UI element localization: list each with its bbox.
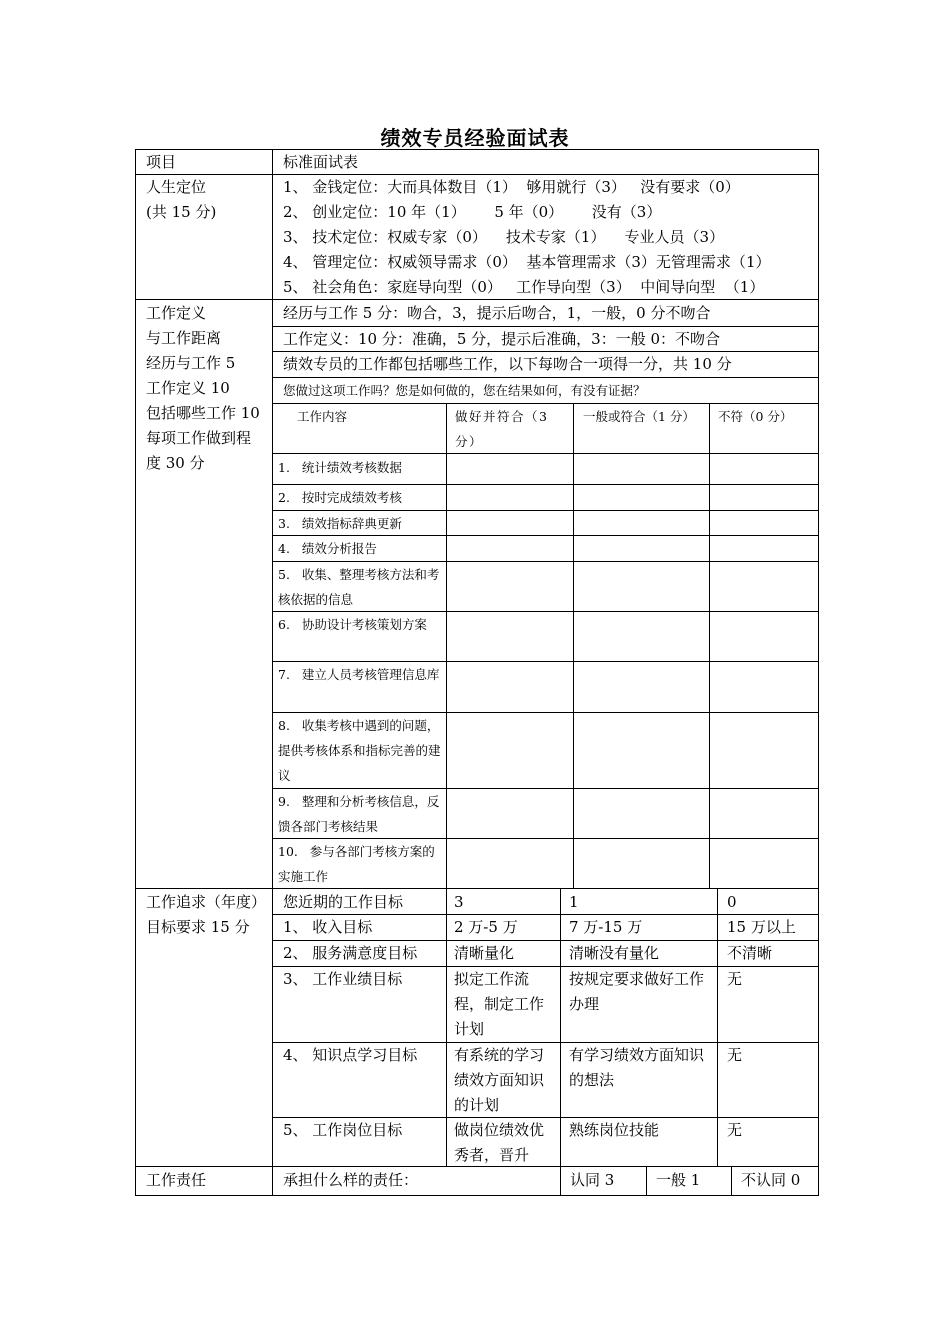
goal-cell: 清晰量化 bbox=[454, 944, 515, 962]
goal-name: 3、 工作业绩目标 bbox=[283, 970, 403, 988]
goal-cell: 熟练岗位技能 bbox=[569, 1121, 660, 1139]
goals-header-0: 0 bbox=[727, 893, 737, 911]
goal-name: 4、 知识点学习目标 bbox=[283, 1046, 418, 1064]
goal-name: 1、 收入目标 bbox=[283, 918, 373, 936]
goals-header: 您近期的工作目标 bbox=[283, 893, 404, 911]
life-line-5: 5、 社会角色：家庭导向型（0） 工作导向型（3） 中间导向型 （1） bbox=[283, 278, 765, 296]
work-item: 2. 按时完成绩效考核 bbox=[278, 490, 402, 505]
work-item: 8. 收集考核中遇到的问题，提供考核体系和指标完善的建议 bbox=[278, 718, 441, 783]
col-good: 做好并符合（3 分） bbox=[455, 409, 549, 449]
goal-name: 2、 服务满意度目标 bbox=[283, 944, 418, 962]
goals-label: 工作追求（年度） bbox=[146, 893, 267, 911]
work-label-7: 度 30 分 bbox=[146, 454, 205, 472]
goal-cell: 无 bbox=[727, 1046, 743, 1064]
life-line-3: 3、 技术定位：权威专家（0） 技术专家（1） 专业人员（3） bbox=[283, 228, 725, 246]
work-item: 1. 统计绩效考核数据 bbox=[278, 460, 402, 475]
work-label-2: 与工作距离 bbox=[146, 329, 222, 347]
goal-cell: 做岗位绩效优秀者，晋升 bbox=[454, 1121, 545, 1164]
work-item: 3. 绩效指标辞典更新 bbox=[278, 516, 402, 531]
question-text: 您做过这项工作吗？您是如何做的，您在结果如何，有没有证据？ bbox=[283, 383, 646, 398]
goal-cell: 2 万-5 万 bbox=[454, 918, 518, 936]
goal-cell: 无 bbox=[727, 970, 743, 988]
goal-cell: 无 bbox=[727, 1121, 743, 1139]
duty-option-agree: 认同 3 bbox=[570, 1171, 615, 1189]
goals-score: 目标要求 15 分 bbox=[146, 918, 250, 936]
duty-question: 承担什么样的责任： bbox=[283, 1171, 419, 1189]
duty-label: 工作责任 bbox=[146, 1171, 207, 1189]
life-line-4: 4、 管理定位：权威领导需求（0） 基本管理需求（3）无管理需求（1） bbox=[283, 253, 771, 271]
work-item: 4. 绩效分析报告 bbox=[278, 541, 377, 556]
goal-name: 5、 工作岗位目标 bbox=[283, 1121, 403, 1139]
goal-cell: 拟定工作流程，制定工作计划 bbox=[454, 970, 545, 1038]
col-work-content: 工作内容 bbox=[297, 409, 348, 424]
life-line-2: 2、 创业定位：10 年（1） 5 年（0） 没有（3） bbox=[283, 203, 662, 221]
header-item: 项目 bbox=[146, 153, 177, 171]
work-label-6: 每项工作做到程 bbox=[146, 429, 252, 447]
goal-cell: 有系统的学习绩效方面知识的计划 bbox=[454, 1046, 545, 1114]
work-item: 6. 协助设计考核策划方案 bbox=[278, 617, 427, 632]
goals-header-3: 3 bbox=[454, 893, 464, 911]
duty-option-disagree: 不认同 0 bbox=[741, 1171, 801, 1189]
goal-cell: 清晰没有量化 bbox=[569, 944, 660, 962]
goal-cell: 有学习绩效方面知识的想法 bbox=[569, 1046, 705, 1089]
goal-cell: 按规定要求做好工作办理 bbox=[569, 970, 705, 1013]
rule-content: 绩效专员的工作都包括哪些工作，以下每吻合一项得一分，共 10 分 bbox=[283, 355, 732, 373]
work-label-5: 包括哪些工作 10 bbox=[146, 404, 260, 422]
work-item: 5. 收集、整理考核方法和考核依据的信息 bbox=[278, 567, 440, 607]
goal-cell: 7 万-15 万 bbox=[569, 918, 643, 936]
life-score: (共 15 分) bbox=[146, 203, 217, 221]
work-item: 9. 整理和分析考核信息，反馈各部门考核结果 bbox=[278, 794, 440, 834]
work-label-4: 工作定义 10 bbox=[146, 379, 230, 397]
work-item: 10. 参与各部门考核方案的实施工作 bbox=[278, 844, 435, 884]
work-label-1: 工作定义 bbox=[146, 304, 207, 322]
life-line-1: 1、 金钱定位：大而具体数目（1） 够用就行（3） 没有要求（0） bbox=[283, 178, 740, 196]
work-label-3: 经历与工作 5 bbox=[146, 354, 236, 372]
rule-experience: 经历与工作 5 分：吻合，3，提示后吻合，1，一般，0 分不吻合 bbox=[283, 304, 711, 322]
life-label: 人生定位 bbox=[146, 178, 207, 196]
work-item: 7. 建立人员考核管理信息库 bbox=[278, 667, 440, 682]
col-normal: 一般或符合（1 分） bbox=[583, 409, 695, 424]
page-title: 绩效专员经验面试表 bbox=[380, 126, 570, 150]
duty-option-normal: 一般 1 bbox=[656, 1171, 701, 1189]
goal-cell: 15 万以上 bbox=[727, 918, 796, 936]
col-mismatch: 不符（0 分） bbox=[718, 409, 793, 424]
goals-header-1: 1 bbox=[569, 893, 579, 911]
header-standard: 标准面试表 bbox=[283, 153, 359, 171]
rule-definition: 工作定义：10 分：准确，5 分，提示后准确，3：一般 0：不吻合 bbox=[283, 330, 721, 348]
goal-cell: 不清晰 bbox=[727, 944, 773, 962]
